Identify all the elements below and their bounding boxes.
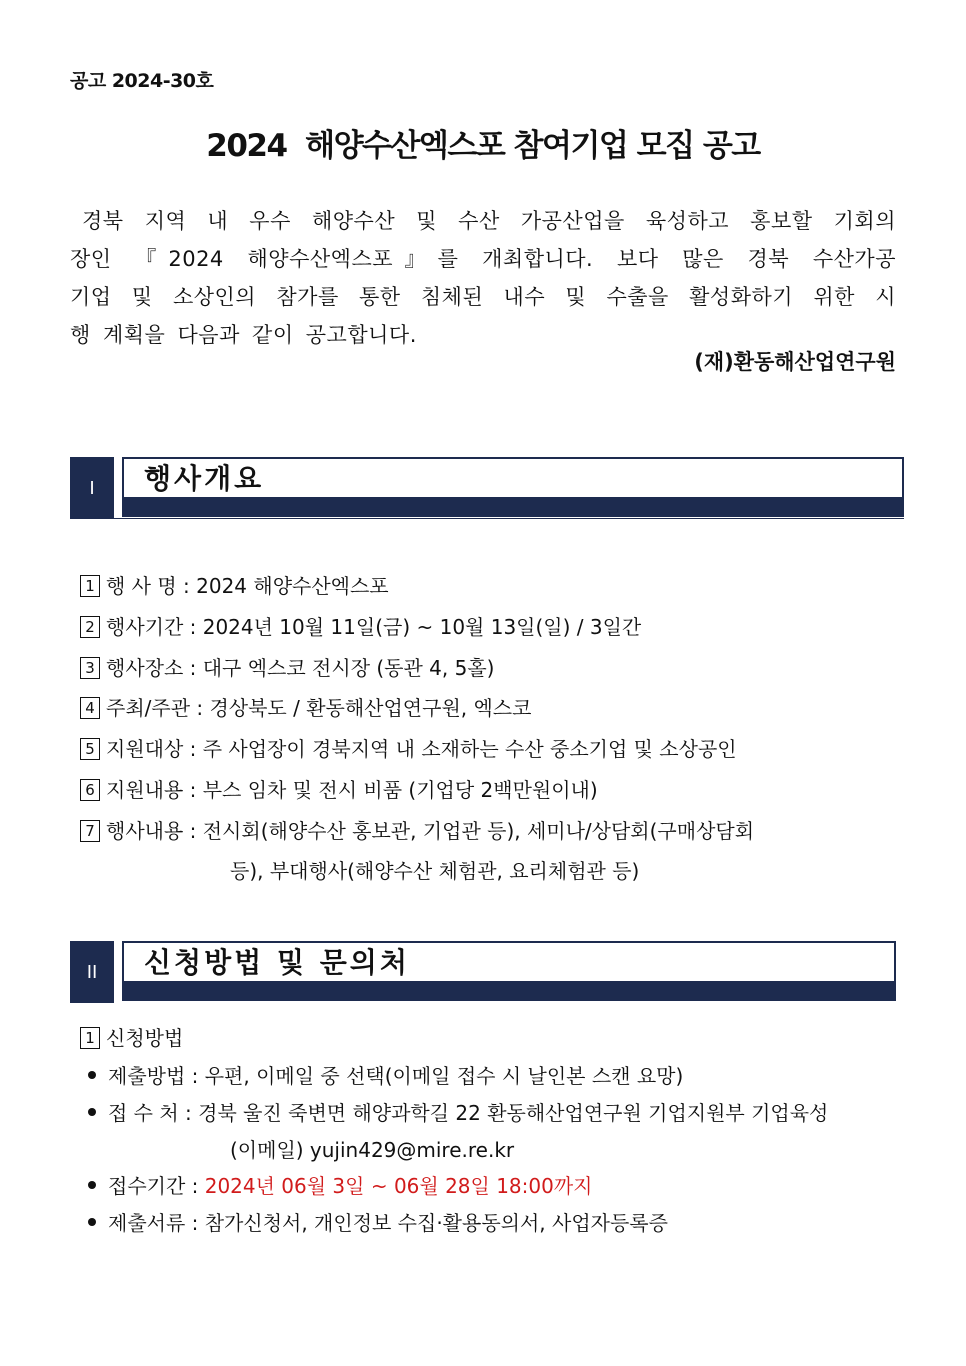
- email-line: (이메일) yujin429@mire.re.kr: [230, 1138, 515, 1162]
- intro-line: 행 계획을 다음과 같이 공고합니다.: [70, 323, 417, 347]
- overview-item: [80, 733, 737, 762]
- overview-item: [80, 692, 531, 721]
- item-number-box: 7: [80, 820, 100, 842]
- overview-item: [80, 570, 389, 599]
- application-bullet: 접수기간 : 2024년 06월 3일 ~ 06월 28일 18:00까지: [88, 1170, 592, 1199]
- item-number-box: 6: [80, 779, 100, 801]
- document-title: 2024 해양수산엑스포 참여기업 모집 공고: [206, 128, 760, 164]
- bullet-label: 접 수 처: [108, 1101, 179, 1125]
- application-bullet: 접 수 처 : 경북 울진 죽변면 해양과학길 22 환동해산업연구원 기업지원부 기업육성: [88, 1097, 828, 1126]
- bullet-dot: [88, 1218, 96, 1226]
- item-text: 지원내용 : 부스 임차 및 전시 비품 (기업당 2백만원이내): [106, 778, 598, 802]
- item-text: 행사장소 : 대구 엑스코 전시장 (동관 4, 5홀): [106, 656, 495, 680]
- section-title: 신청방법 및 문의처: [144, 946, 410, 979]
- section-bar: [122, 497, 904, 517]
- section-underline: [70, 518, 904, 519]
- item-number-box: 3: [80, 657, 100, 679]
- bullet-text-highlight: 2024년 06월 3일 ~ 06월 28일 18:00까지: [204, 1174, 593, 1198]
- intro-paragraph: [70, 202, 896, 354]
- item-number-box: 4: [80, 697, 100, 719]
- item-number-box: 5: [80, 738, 100, 760]
- bullet-label: 제출방법: [108, 1064, 186, 1088]
- application-bullet: 제출서류 : 참가신청서, 개인정보 수집·활용동의서, 사업자등록증: [88, 1207, 668, 1236]
- bullet-dot: [88, 1071, 96, 1079]
- section-title-box: [122, 941, 896, 983]
- bullet-dot: [88, 1181, 96, 1189]
- intro-line: 기업 및 소상인의 참가를 통한 침체된 내수 및 수출을 활성화하기 위한 시: [70, 285, 896, 309]
- item-text: 지원대상 : 주 사업장이 경북지역 내 소재하는 수산 중소기업 및 소상공인: [106, 737, 737, 761]
- overview-item: [80, 774, 598, 803]
- section-title: 행사개요: [144, 462, 265, 495]
- subsection-heading: [80, 1022, 183, 1051]
- section-title-box: [122, 457, 904, 499]
- item-text: 주최/주관 : 경상북도 / 환동해산업연구원, 엑스코: [106, 696, 532, 720]
- item-number-box: 1: [80, 1027, 100, 1049]
- item-text: 행사기간 : 2024년 10월 11일(금) ~ 10월 13일(일) / 3일간: [106, 615, 642, 639]
- section-number: I: [70, 457, 114, 519]
- item-number-box: 1: [80, 575, 100, 597]
- overview-item: [80, 611, 641, 640]
- item-text: 행사내용 : 전시회(해양수산 홍보관, 기업관 등), 세미나/상담회(구매상담회: [106, 819, 755, 843]
- notice-number: 공고 2024-30호: [70, 70, 214, 92]
- bullet-label: 제출서류: [108, 1211, 186, 1235]
- intro-line: 장인 『2024 해양수산엑스포』를 개최합니다. 보다 많은 경북 수산가공: [70, 247, 896, 271]
- organization-name: (재)환동해산업연구원: [694, 350, 896, 374]
- bullet-text: 참가신청서, 개인정보 수집·활용동의서, 사업자등록증: [204, 1211, 668, 1235]
- bullet-label: 접수기간: [108, 1174, 186, 1198]
- section-header-overview: [70, 457, 904, 519]
- application-bullet: 제출방법 : 우편, 이메일 중 선택(이메일 접수 시 날인본 스캔 요망): [88, 1060, 683, 1089]
- overview-item-continuation: 등), 부대행사(해양수산 체험관, 요리체험관 등): [230, 859, 640, 883]
- overview-item: [80, 815, 754, 844]
- intro-line: 경북 지역 내 우수 해양수산 및 수산 가공산업을 육성하고 홍보할 기회의: [82, 209, 896, 233]
- section-header-application: [70, 941, 896, 1003]
- overview-item: [80, 652, 494, 681]
- item-text: 행 사 명 : 2024 해양수산엑스포: [106, 574, 389, 598]
- section-bar: [122, 981, 896, 1001]
- subsection-title: 신청방법: [106, 1026, 184, 1050]
- section-number: II: [70, 941, 114, 1003]
- item-number-box: 2: [80, 616, 100, 638]
- bullet-text: 우편, 이메일 중 선택(이메일 접수 시 날인본 스캔 요망): [204, 1064, 684, 1088]
- bullet-dot: [88, 1108, 96, 1116]
- bullet-text: 경북 울진 죽변면 해양과학길 22 환동해산업연구원 기업지원부 기업육성: [198, 1101, 829, 1125]
